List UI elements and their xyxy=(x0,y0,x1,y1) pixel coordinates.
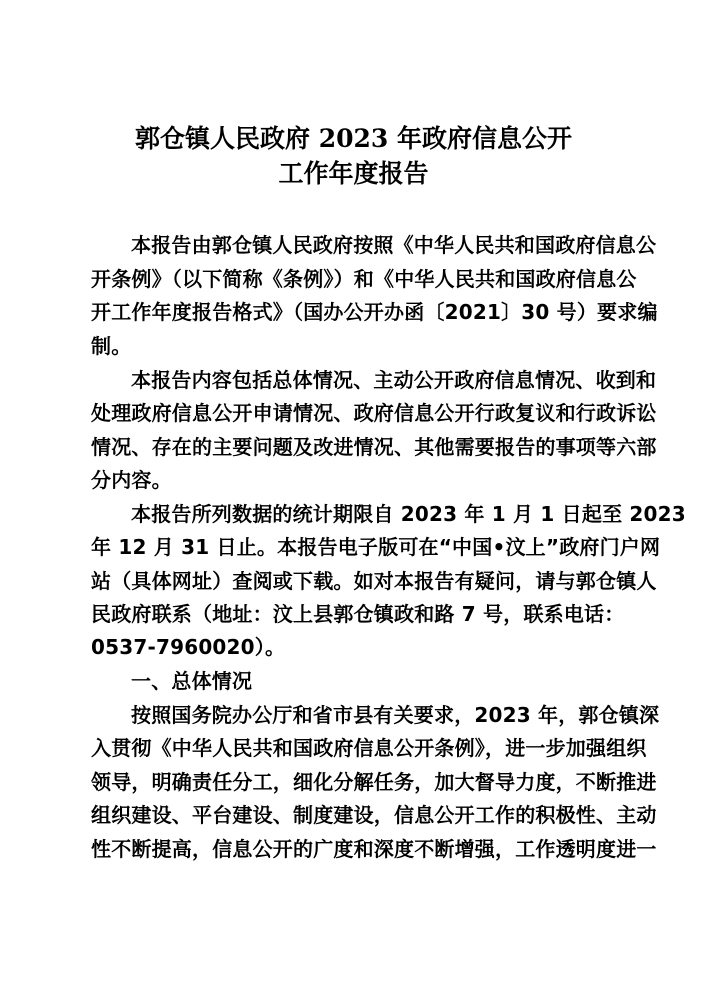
overview-body-line: 性不断提高，信息公开的广度和深度不断增强，工作透明度进一 xyxy=(91,837,657,861)
intro-period-contact-line: 站（具体网址）查阅或下载。如对本报告有疑问，请与郭仓镇人 xyxy=(91,569,657,593)
intro-contents-line: 处理政府信息公开申请情况、政府信息公开行政复议和行政诉讼 xyxy=(91,401,657,425)
intro-basis-line: 本报告由郭仓镇人民政府按照《中华人民共和国政府信息公 xyxy=(131,233,657,257)
intro-period-contact-line: 本报告所列数据的统计期限自 2023 年 1 月 1 日起至 2023 xyxy=(131,502,686,526)
overview-body-line: 入贯彻《中华人民共和国政府信息公开条例》，进一步加强组织 xyxy=(91,736,647,760)
intro-contents-line: 分内容。 xyxy=(91,468,172,492)
overview-body-line: 组织建设、平台建设、制度建设，信息公开工作的积极性、主动 xyxy=(91,803,657,827)
intro-contents-line: 本报告内容包括总体情况、主动公开政府信息情况、收到和 xyxy=(131,368,657,392)
intro-period-contact-line: 民政府联系（地址：汶上县郭仓镇政和路 7 号，联系电话： xyxy=(91,602,625,626)
overview-body-line: 按照国务院办公厅和省市县有关要求，2023 年，郭仓镇深 xyxy=(131,703,660,727)
intro-basis-line: 开条例》（以下简称《条例》）和《中华人民共和国政府信息公 xyxy=(91,267,637,291)
intro-period-contact-line: 年 12 月 31 日止。本报告电子版可在“中国•汶上”政府门户网 xyxy=(91,535,661,559)
overview-body-line: 领导，明确责任分工，细化分解任务，加大督导力度，不断推进 xyxy=(91,770,657,794)
section-heading-overview-line: 一、总体情况 xyxy=(131,669,253,693)
intro-period-contact-line: 0537-7960020）。 xyxy=(91,635,286,659)
document-title-line-2: 工作年度报告 xyxy=(278,159,429,188)
intro-contents-line: 情况、存在的主要问题及改进情况、其他需要报告的事项等六部 xyxy=(91,435,657,459)
document-title-line-1: 郭仓镇人民政府 2023 年政府信息公开 xyxy=(135,124,572,153)
intro-basis-line: 开工作年度报告格式》（国办公开办函〔2021〕30 号）要求编 xyxy=(91,300,658,324)
intro-basis-line: 制。 xyxy=(91,334,132,358)
